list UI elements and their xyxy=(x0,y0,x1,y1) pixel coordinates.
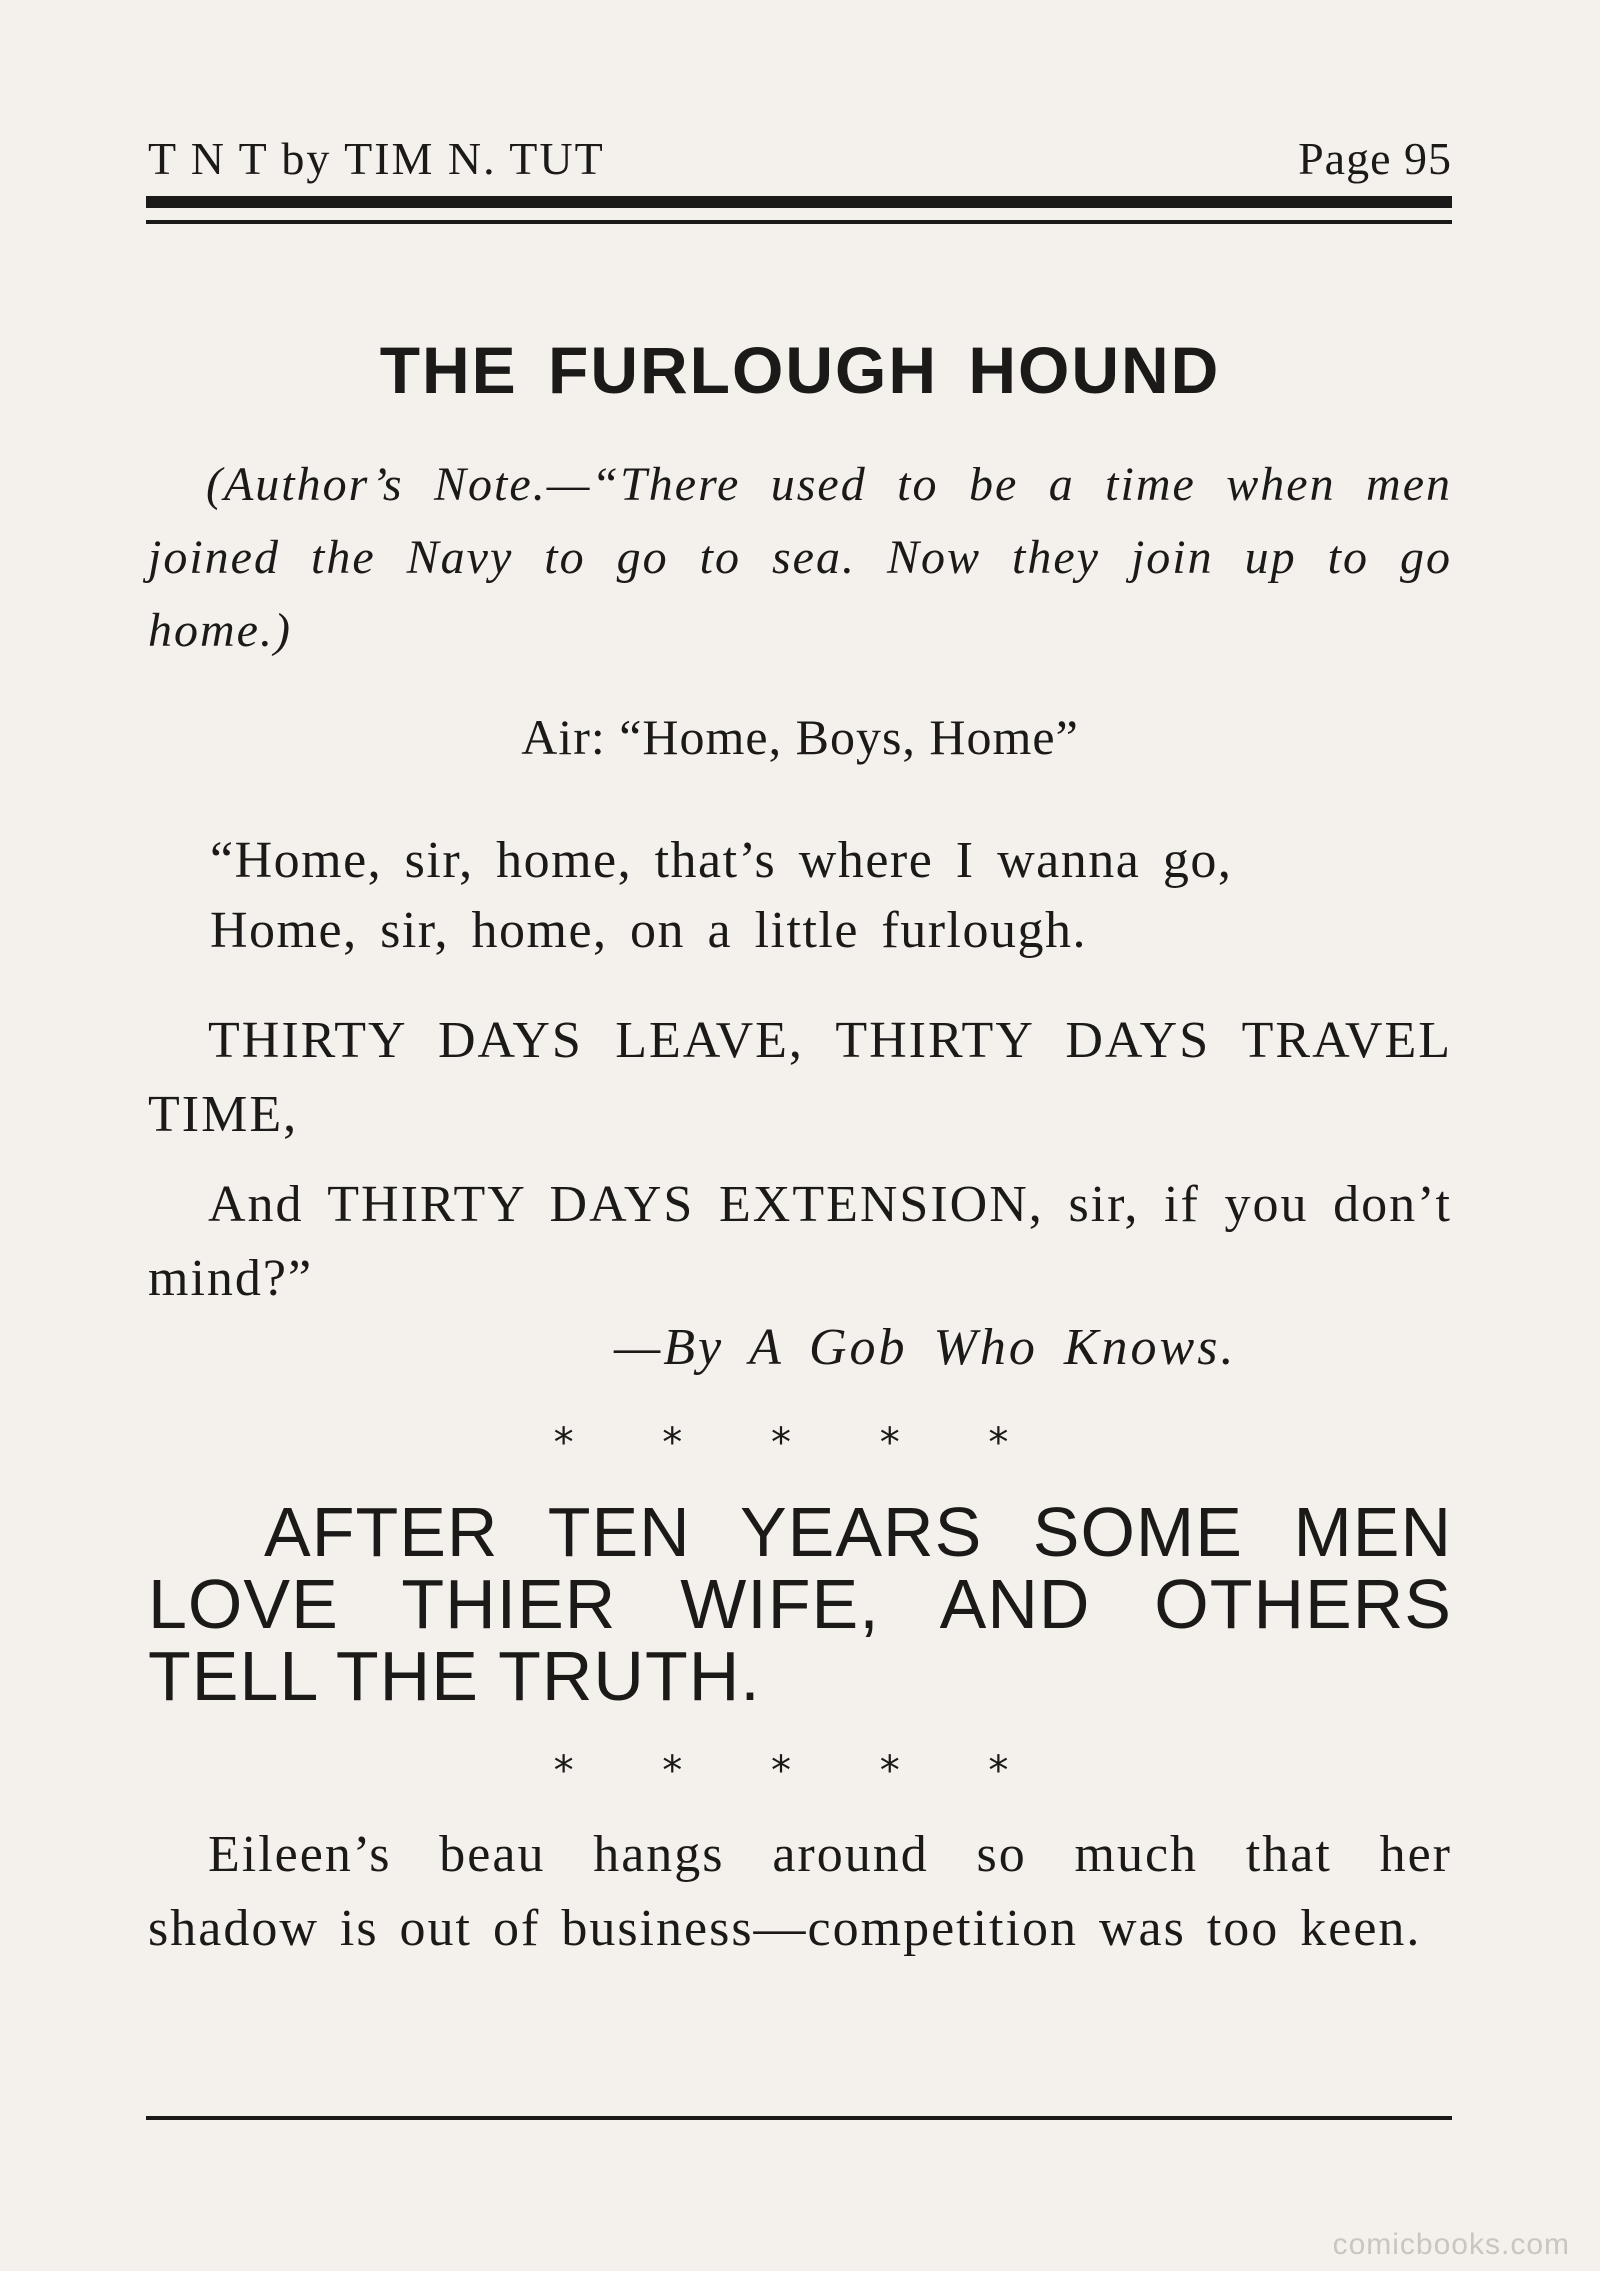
stanza-leave-text: THIRTY DAYS LEAVE, THIRTY DAYS TRAVEL TIME, xyxy=(148,1012,1452,1143)
joke-paragraph xyxy=(148,1818,1452,1966)
asterisk-separator: * * * * * xyxy=(553,1748,1047,1794)
page-number: Page 95 xyxy=(1298,133,1452,184)
joke-text: Eileen’s beau hangs around so much that her shadow is out of business—competition was too keen. xyxy=(148,1826,1452,1957)
verse xyxy=(210,826,1452,966)
page-header xyxy=(148,132,1452,185)
stanza-extension-text: And THIRTY DAYS EXTENSION, sir, if you don’t mind?” xyxy=(148,1176,1452,1307)
attribution: —By A Gob Who Knows. xyxy=(614,1319,1237,1376)
article-title: THE FURLOUGH HOUND xyxy=(379,333,1221,407)
air-line: Air: “Home, Boys, Home” xyxy=(521,709,1079,765)
verse-line: Home, sir, home, on a little furlough. xyxy=(210,902,1088,959)
running-title: T N T by TIM N. TUT xyxy=(148,133,605,184)
headline xyxy=(148,1493,1452,1715)
header-rule-thin xyxy=(146,220,1452,224)
authors-note xyxy=(148,448,1452,667)
asterisk-separator: * * * * * xyxy=(553,1420,1047,1466)
stanza-leave xyxy=(148,1004,1452,1152)
headline-text: AFTER TEN YEARS SOME MEN LOVE THIER WIFE, AND OTHERS TELL THE TRUTH. xyxy=(148,1493,1452,1715)
verse-line: “Home, sir, home, that’s where I wanna go, xyxy=(210,832,1233,889)
stanza-extension xyxy=(148,1168,1452,1316)
authors-note-text: (Author’s Note.—“There used to be a time when men joined the Navy to go to sea. Now they join up to go home.) xyxy=(148,458,1452,657)
footer-rule xyxy=(146,2116,1452,2120)
watermark: comicbooks.com xyxy=(1332,2228,1570,2261)
header-rule-thick xyxy=(146,196,1452,208)
